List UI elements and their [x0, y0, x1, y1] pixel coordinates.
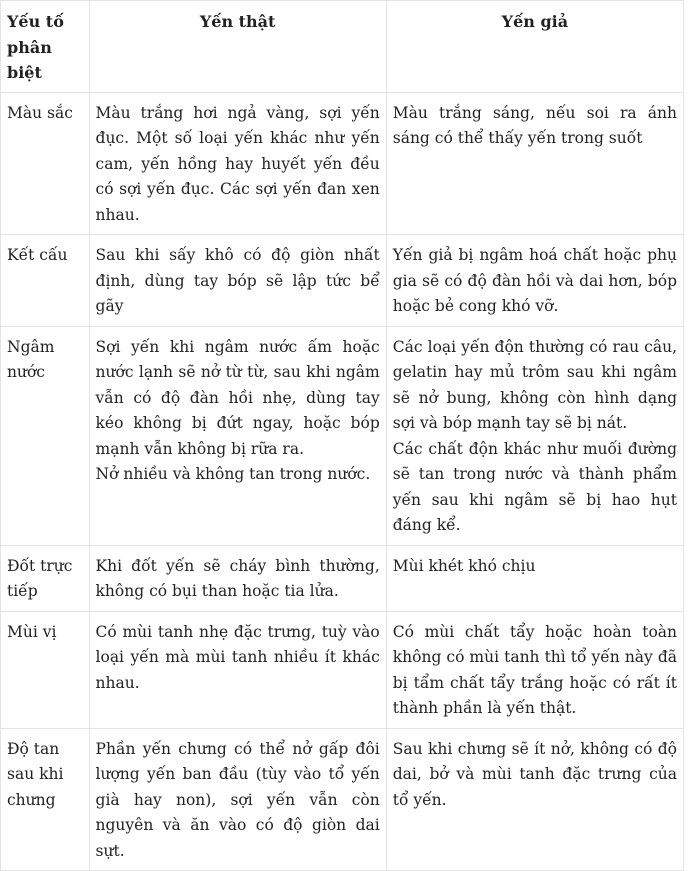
fake-cell [386, 92, 683, 235]
table-row [1, 611, 684, 728]
real-cell [89, 611, 386, 728]
cell-text: Các loại yến độn thường có rau câu, gelatin hay mủ trôm sau khi ngâm sẽ nở bung, không còn hình dạng sợi và bóp mạnh tay sẽ bị nát. [392, 337, 677, 432]
cell-text: Sợi yến khi ngâm nước ấm hoặc nước lạnh sẽ nở từ từ, sau khi ngâm vẫn có độ đàn hồi nhẹ, dùng tay kéo không bị đứt ngay, hoặc bóp mạnh vẫn không bị rữa ra. [95, 337, 380, 458]
fake-cell [386, 611, 683, 728]
cell-text: Sau khi sấy khô có độ giòn nhất định, dùng tay bóp sẽ lập tức bể gãy [95, 246, 380, 315]
row-label: Mùi vị [1, 611, 90, 728]
fake-cell [386, 728, 683, 871]
header-row [1, 1, 684, 93]
row-label: Đốt trực tiếp [1, 545, 90, 611]
table-row [1, 728, 684, 871]
cell-text: Khi đốt yến sẽ cháy bình thường, không có bụi than hoặc tia lửa. [95, 556, 380, 600]
fake-cell [386, 545, 683, 611]
table-row [1, 92, 684, 235]
real-cell [89, 728, 386, 871]
table-row [1, 326, 684, 545]
row-label: Ngâm nước [1, 326, 90, 545]
real-cell [89, 545, 386, 611]
cell-text: Có mùi chất tẩy hoặc hoàn toàn không có mùi tanh thì tổ yến này đã bị tẩm chất tẩy trắng hoặc có rất ít thành phần là yến thật. [392, 622, 677, 717]
row-label: Màu sắc [1, 92, 90, 235]
row-label: Kết cấu [1, 235, 90, 327]
row-label: Độ tan sau khi chưng [1, 728, 90, 871]
cell-text: Có mùi tanh nhẹ đặc trưng, tuỳ vào loại yến mà mùi tanh nhiều ít khác nhau. [95, 622, 380, 692]
cell-text: Phần yến chưng có thể nở gấp đôi lượng yến ban đầu (tùy vào tổ yến già hay non), sợi yến vẫn còn nguyên và ăn vào có độ giòn dai sựt. [95, 739, 380, 860]
cell-text: Màu trắng sáng, nếu soi ra ánh sáng có thể thấy yến trong suốt [392, 103, 677, 147]
fake-cell [386, 326, 683, 545]
cell-text: Mùi khét khó chịu [392, 556, 536, 575]
real-cell [89, 235, 386, 327]
cell-text: Yến giả bị ngâm hoá chất hoặc phụ gia sẽ có độ đàn hồi và dai hơn, bóp hoặc bẻ cong khó vỡ. [392, 246, 677, 315]
fake-cell [386, 235, 683, 327]
header-real: Yến thật [89, 1, 386, 93]
table-row [1, 545, 684, 611]
cell-text: Màu trắng hơi ngả vàng, sợi yến đục. Một số loại yến khác như yến cam, yến hồng hay huyết yến đều có sợi yến đục. Các sợi yến đan xen nhau. [95, 103, 380, 224]
table-row [1, 235, 684, 327]
header-fake: Yến giả [386, 1, 683, 93]
real-cell [89, 92, 386, 235]
real-cell [89, 326, 386, 545]
header-criteria: Yếu tố phân biệt [1, 1, 90, 93]
cell-text: Các chất độn khác như muối đường sẽ tan trong nước và thành phẩm yến sau khi ngâm sẽ bị hao hụt đáng kể. [392, 439, 677, 534]
cell-text: Nở nhiều và không tan trong nước. [95, 465, 371, 483]
cell-text: Sau khi chưng sẽ ít nở, không có độ dai, bở và mùi tanh đặc trưng của tổ yến. [392, 739, 677, 809]
